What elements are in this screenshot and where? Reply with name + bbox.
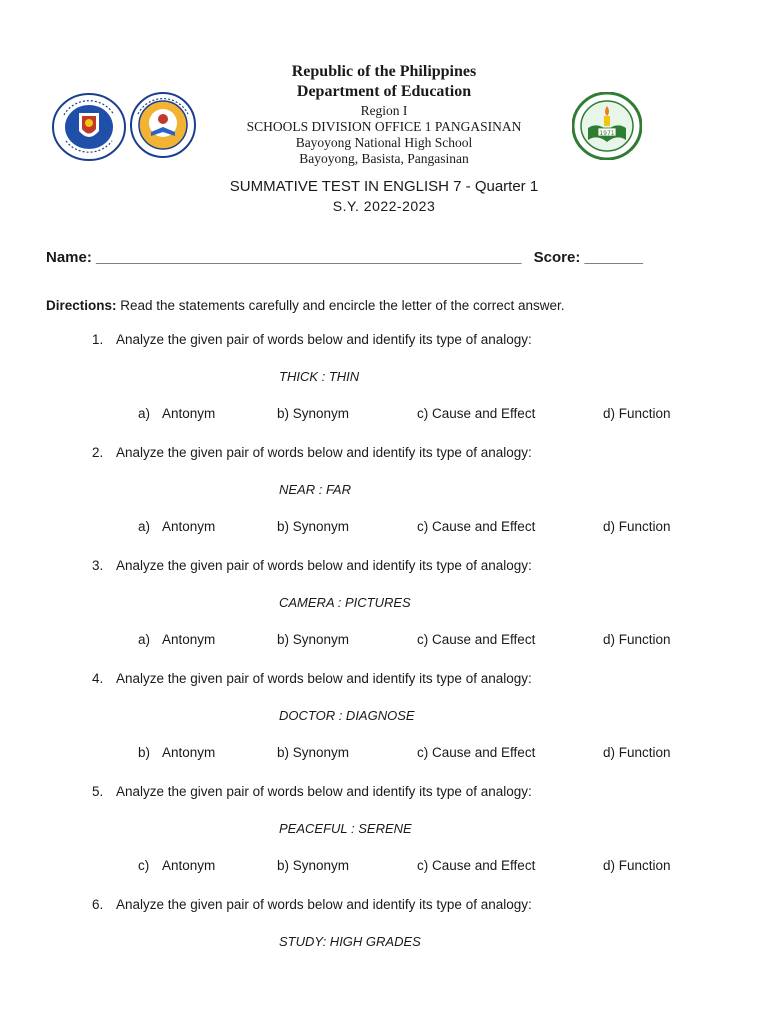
directions-text: Read the statements carefully and encircle the letter of the correct answer. xyxy=(116,298,565,313)
choice-synonym[interactable]: b) Synonym xyxy=(277,745,350,760)
word-pair: NEAR : FAR xyxy=(279,482,351,497)
choice-cause-effect[interactable]: c) Cause and Effect xyxy=(417,632,536,647)
choice-letter[interactable]: a) xyxy=(138,519,151,534)
school-year: S.Y. 2022-2023 xyxy=(332,198,436,214)
choice-antonym[interactable]: Antonym xyxy=(162,858,216,873)
choice-antonym[interactable]: Antonym xyxy=(162,406,216,421)
choice-letter[interactable]: a) xyxy=(138,632,151,647)
choice-antonym[interactable]: Antonym xyxy=(162,745,216,760)
test-title: SUMMATIVE TEST IN ENGLISH 7 - Quarter 1 xyxy=(229,178,539,195)
word-pair: CAMERA : PICTURES xyxy=(279,595,411,610)
choice-letter[interactable]: a) xyxy=(138,406,151,421)
question-prompt: Analyze the given pair of words below and identify its type of analogy: xyxy=(116,445,532,460)
name-score-line xyxy=(46,249,726,266)
choice-synonym[interactable]: b) Synonym xyxy=(277,406,350,421)
choice-function[interactable]: d) Function xyxy=(603,406,671,421)
choice-function[interactable]: d) Function xyxy=(603,745,671,760)
division-text: SCHOOLS DIVISION OFFICE 1 PANGASINAN xyxy=(246,119,522,134)
question-item xyxy=(0,332,768,445)
choice-cause-effect[interactable]: c) Cause and Effect xyxy=(417,519,536,534)
question-item xyxy=(0,445,768,558)
score-field[interactable]: _______ xyxy=(584,249,643,266)
choice-cause-effect[interactable]: c) Cause and Effect xyxy=(417,406,536,421)
word-pair: PEACEFUL : SERENE xyxy=(279,821,412,836)
question-item xyxy=(0,897,768,1010)
question-prompt: Analyze the given pair of words below and identify its type of analogy: xyxy=(116,332,532,347)
choice-antonym[interactable]: Antonym xyxy=(162,632,216,647)
word-pair: DOCTOR : DIAGNOSE xyxy=(279,708,415,723)
question-number: 3. xyxy=(92,558,104,573)
choice-letter[interactable]: b) xyxy=(138,745,151,760)
choice-letter[interactable]: c) xyxy=(138,858,150,873)
name-field[interactable]: ___________________________________________________ xyxy=(96,249,522,266)
choice-function[interactable]: d) Function xyxy=(603,858,671,873)
school-year-seal-text: 1971 xyxy=(599,130,615,137)
question-item xyxy=(0,671,768,784)
name-label: Name: xyxy=(46,249,92,266)
question-prompt: Analyze the given pair of words below and identify its type of analogy: xyxy=(116,897,532,912)
question-prompt: Analyze the given pair of words below and identify its type of analogy: xyxy=(116,784,532,799)
republic-heading: Republic of the Philippines xyxy=(291,63,477,80)
question-number: 2. xyxy=(92,445,104,460)
question-item xyxy=(0,558,768,671)
school-name-text: Bayoyong National High School xyxy=(295,135,473,150)
word-pair: STUDY: HIGH GRADES xyxy=(279,934,421,949)
question-number: 5. xyxy=(92,784,104,799)
question-prompt: Analyze the given pair of words below and identify its type of analogy: xyxy=(116,558,532,573)
choice-function[interactable]: d) Function xyxy=(603,519,671,534)
score-label: Score: xyxy=(533,249,581,266)
directions-label: Directions: xyxy=(46,298,117,313)
school-address-text: Bayoyong, Basista, Pangasinan xyxy=(299,151,469,166)
question-number: 6. xyxy=(92,897,104,912)
letterhead xyxy=(0,60,768,167)
choice-synonym[interactable]: b) Synonym xyxy=(277,858,350,873)
choice-synonym[interactable]: b) Synonym xyxy=(277,632,350,647)
choice-synonym[interactable]: b) Synonym xyxy=(277,519,350,534)
question-number: 1. xyxy=(92,332,104,347)
choice-function[interactable]: d) Function xyxy=(603,632,671,647)
department-heading: Department of Education xyxy=(296,83,472,100)
choice-cause-effect[interactable]: c) Cause and Effect xyxy=(417,858,536,873)
directions xyxy=(46,298,726,313)
region-text: Region I xyxy=(360,103,408,118)
question-item xyxy=(0,784,768,897)
choice-antonym[interactable]: Antonym xyxy=(162,519,216,534)
question-number: 4. xyxy=(92,671,104,686)
word-pair: THICK : THIN xyxy=(279,369,360,384)
choice-cause-effect[interactable]: c) Cause and Effect xyxy=(417,745,536,760)
question-prompt: Analyze the given pair of words below and identify its type of analogy: xyxy=(116,671,532,686)
